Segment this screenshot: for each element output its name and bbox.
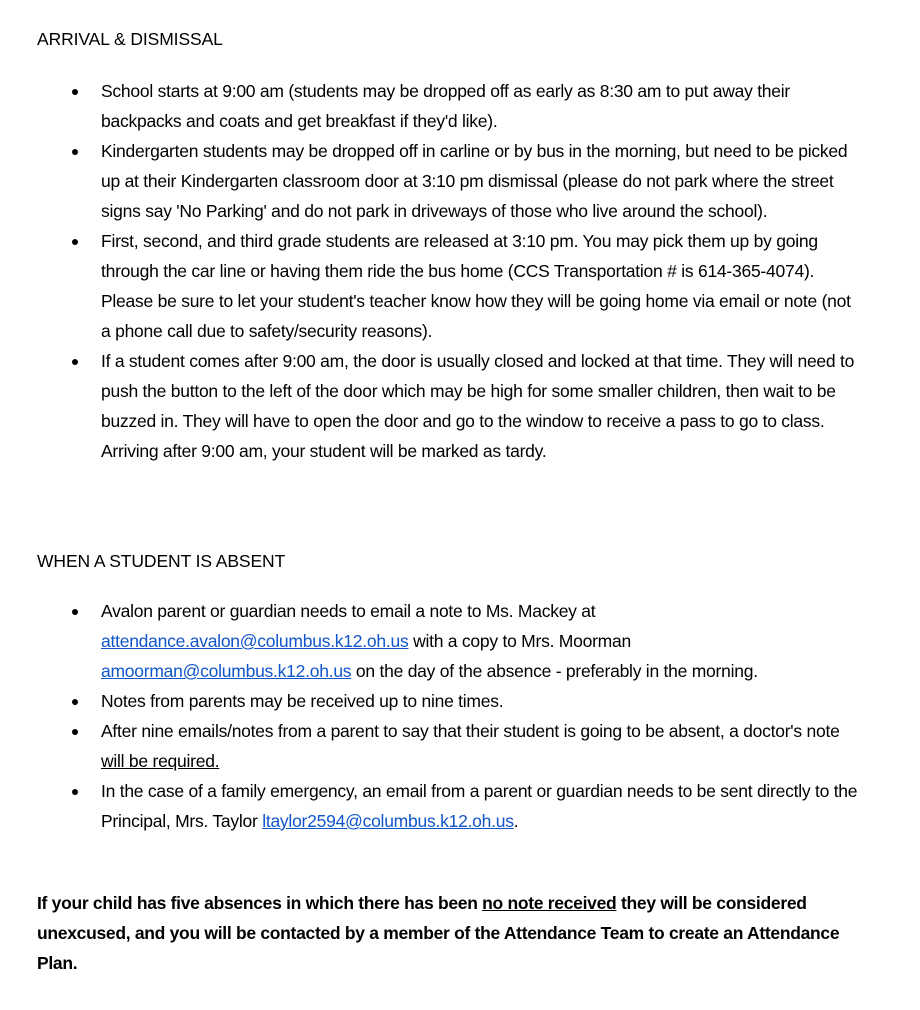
attendance-email-link[interactable]: attendance.avalon@columbus.k12.oh.us xyxy=(101,631,409,651)
list-item xyxy=(0,596,900,686)
bullet-icon: ● xyxy=(70,723,80,739)
list-item-text: First, second, and third grade students are released at 3:10 pm. You may pick them up by going through the car line or having them ride the bus home (CCS Transportation # is 614-365-4074). Please be sure to let your student's teacher know how they will be going home via email or note (not a phone call due to safety/security reasons). xyxy=(101,231,851,341)
list-item xyxy=(0,776,900,836)
note-text: they will be considered unexcused, and you will be contacted by a member of the Attendance Team to create an Attendance Plan. xyxy=(37,893,840,973)
underlined-text: no note received xyxy=(482,893,617,913)
bullet-icon: ● xyxy=(70,783,80,799)
list-item-text: If a student comes after 9:00 am, the door is usually closed and locked at that time. They will need to push the button to the left of the door which may be high for some smaller children, then wait to be buzzed in. They will have to open the door and go to the window to receive a pass to go to class. Arriving after 9:00 am, your student will be marked as tardy. xyxy=(101,351,855,461)
bullet-icon: ● xyxy=(70,143,80,159)
principal-email-link[interactable]: ltaylor2594@columbus.k12.oh.us xyxy=(262,811,514,831)
section-heading-arrival-dismissal: ARRIVAL & DISMISSAL xyxy=(37,29,223,49)
list-item-text: Avalon parent or guardian needs to email a note to Ms. Mackey at xyxy=(101,601,596,621)
list-item xyxy=(0,136,900,226)
list-item-text: on the day of the absence - preferably in the morning. xyxy=(351,661,758,681)
absent-list xyxy=(0,596,900,836)
bullet-icon: ● xyxy=(70,693,80,709)
list-item xyxy=(0,76,900,136)
unexcused-absence-note xyxy=(37,888,857,978)
underlined-text: will be required. xyxy=(101,751,220,771)
bullet-icon: ● xyxy=(70,83,80,99)
bullet-icon: ● xyxy=(70,353,80,369)
list-item-text: School starts at 9:00 am (students may be dropped off as early as 8:30 am to put away their backpacks and coats and get breakfast if they'd like). xyxy=(101,81,790,131)
list-item xyxy=(0,226,900,346)
list-item-text: with a copy to Mrs. Moorman xyxy=(408,631,631,651)
list-item xyxy=(0,686,900,716)
bullet-icon: ● xyxy=(70,233,80,249)
section-heading-absent: WHEN A STUDENT IS ABSENT xyxy=(37,551,286,571)
note-text: If your child has five absences in which there has been xyxy=(37,893,483,913)
list-item-text: Notes from parents may be received up to nine times. xyxy=(101,691,504,711)
arrival-dismissal-list xyxy=(0,76,900,466)
list-item xyxy=(0,346,900,466)
list-item xyxy=(0,716,900,776)
moorman-email-link[interactable]: amoorman@columbus.k12.oh.us xyxy=(101,661,352,681)
list-item-text: After nine emails/notes from a parent to say that their student is going to be absent, a doctor's note xyxy=(101,721,840,741)
list-item-text: In the case of a family emergency, an email from a parent or guardian needs to be sent directly to the Principal, Mrs. Taylor xyxy=(101,781,858,831)
list-item-text: Kindergarten students may be dropped off in carline or by bus in the morning, but need to be picked up at their Kindergarten classroom door at 3:10 pm dismissal (please do not park where the street signs say 'No Parking' and do not park in driveways of those who live around the school). xyxy=(101,141,848,221)
list-item-text: . xyxy=(513,811,519,831)
bullet-icon: ● xyxy=(70,603,80,619)
